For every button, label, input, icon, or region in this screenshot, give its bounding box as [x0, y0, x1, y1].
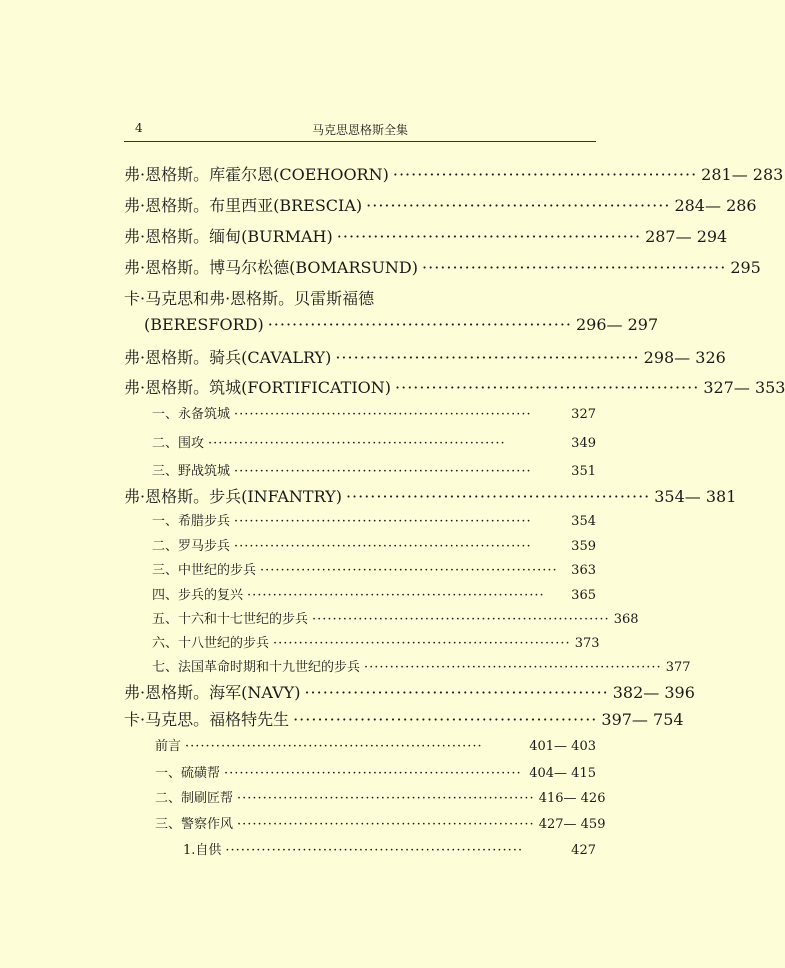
toc-entry-pages: 351: [571, 464, 596, 479]
toc-entry-pages: 281— 283: [701, 165, 784, 184]
toc-entry-title: 七、法国革命时期和十九世纪的步兵: [152, 660, 361, 675]
toc-entry-pages: 363: [571, 563, 596, 578]
toc-entry-title: 二、围攻: [152, 436, 205, 451]
toc-subentry: [152, 608, 639, 627]
toc-entry-pages: 365: [571, 588, 596, 603]
toc-entry-title: 一、硫磺帮: [155, 766, 221, 781]
leader-dots: ··················································: [304, 683, 609, 702]
toc-subentry: [152, 432, 596, 451]
toc-entry-title: (BERESFORD): [144, 315, 264, 334]
toc-entry-title: 弗·恩格斯。布里西亚(BRESCIA): [124, 196, 363, 215]
leader-dots: ··························································: [224, 766, 522, 781]
toc-entry-title: 弗·恩格斯。海军(NAVY): [124, 683, 301, 702]
toc-entry-title: 弗·恩格斯。骑兵(CAVALRY): [124, 348, 332, 367]
toc-entry-title: 弗·恩格斯。缅甸(BURMAH): [124, 227, 333, 246]
leader-dots: ··················································: [395, 378, 700, 397]
leader-dots: ··························································: [260, 563, 558, 578]
leader-dots: ··························································: [225, 843, 524, 858]
page-header: [124, 121, 596, 142]
toc-entry-title: 弗·恩格斯。步兵(INFANTRY): [124, 487, 342, 506]
leader-dots: ··················································: [366, 196, 671, 215]
toc-entry-pages: 296— 297: [576, 315, 659, 334]
toc-entry: [124, 707, 684, 730]
running-title: 马克思恩格斯全集: [311, 123, 408, 137]
toc-entry-title: 弗·恩格斯。博马尔松德(BOMARSUND): [124, 258, 419, 277]
toc-entry-pages: 327: [571, 407, 596, 422]
leader-dots: ··························································: [234, 464, 532, 479]
toc-entry-pages: 287— 294: [645, 227, 728, 246]
toc-entry: [124, 224, 728, 247]
toc-entry-pages: 359: [571, 539, 596, 554]
toc-subentry: [152, 535, 596, 554]
toc-subentry: [152, 510, 596, 529]
toc-subentry: [152, 403, 596, 422]
toc-entry-pages: 327— 353: [703, 378, 785, 397]
leader-dots: ··················································: [392, 165, 698, 184]
toc-entry-title: 弗·恩格斯。筑城(FORTIFICATION): [124, 378, 392, 397]
toc-entry-title: 三、野战筑城: [152, 464, 231, 479]
toc-subentry: [155, 787, 606, 806]
toc-subsubentry: [183, 839, 596, 858]
leader-dots: ··················································: [293, 710, 598, 729]
toc-entry-pages: 295: [730, 258, 761, 277]
toc-entry-pages: 298— 326: [643, 348, 726, 367]
leader-dots: ··························································: [247, 588, 545, 603]
toc-entry-title: 五、十六和十七世纪的步兵: [152, 612, 309, 627]
toc-entry-pages: 427: [571, 843, 596, 858]
toc-entry: [124, 375, 785, 398]
toc-entry-pages: 349: [571, 436, 596, 451]
toc-entry-title: 一、永备筑城: [152, 407, 231, 422]
leader-dots: ··················································: [422, 258, 727, 277]
toc-entry-pages: 284— 286: [674, 196, 757, 215]
toc-entry-pages: 373: [574, 636, 600, 651]
toc-entry: [124, 193, 757, 216]
toc-entry-title: 六、十八世纪的步兵: [152, 636, 270, 651]
leader-dots: ··················································: [267, 315, 572, 334]
toc-entry: [144, 315, 659, 334]
toc-entry: [124, 680, 695, 703]
toc-entry: [124, 162, 784, 185]
toc-entry-title: 1.自供: [183, 843, 222, 858]
leader-dots: ··························································: [208, 436, 506, 451]
toc-entry-title: 三、中世纪的步兵: [152, 563, 257, 578]
toc-subentry: [152, 460, 596, 479]
toc-subentry: [155, 813, 606, 832]
toc-entry-pages: 354— 381: [654, 487, 737, 506]
toc-entry: [124, 286, 596, 309]
toc-entry-title: 卡·马克思。福格特先生: [124, 710, 290, 729]
toc-entry-pages: 382— 396: [612, 683, 695, 702]
toc-entry-title: 二、罗马步兵: [152, 539, 231, 554]
leader-dots: ··················································: [336, 227, 642, 246]
toc-subentry: [152, 559, 596, 578]
toc-entry: [124, 255, 761, 278]
leader-dots: ··························································: [185, 739, 483, 754]
toc-entry-pages: 427— 459: [538, 817, 606, 832]
leader-dots: ··························································: [237, 791, 535, 806]
toc-entry-pages: 397— 754: [601, 710, 684, 729]
toc-entry-title: 前言: [155, 739, 182, 754]
toc-entry-title: 二、制刷匠帮: [155, 791, 234, 806]
toc-subentry: [152, 632, 600, 651]
leader-dots: ··························································: [234, 539, 532, 554]
toc-entry-title: 弗·恩格斯。库霍尔恩(COEHOORN): [124, 165, 389, 184]
toc-entry: [124, 345, 726, 368]
page-number: 4: [135, 121, 143, 135]
leader-dots: ··························································: [273, 636, 571, 651]
leader-dots: ··························································: [234, 407, 532, 422]
leader-dots: ··························································: [234, 514, 532, 529]
toc-subentry: [155, 762, 596, 781]
toc-entry-pages: 416— 426: [538, 791, 606, 806]
leader-dots: ··························································: [364, 660, 662, 675]
toc-entry-pages: 377: [665, 660, 691, 675]
toc-entry-title: 四、步兵的复兴: [152, 588, 244, 603]
toc-entry-pages: 401— 403: [529, 739, 596, 754]
toc-subentry: [155, 735, 596, 754]
toc-subentry: [152, 584, 596, 603]
toc-entry-title: 一、希腊步兵: [152, 514, 231, 529]
toc-entry-title: 卡·马克思和弗·恩格斯。贝雷斯福德: [124, 289, 375, 308]
leader-dots: ··················································: [345, 487, 651, 506]
leader-dots: ··························································: [237, 817, 535, 832]
toc-entry-pages: 404— 415: [529, 766, 596, 781]
leader-dots: ··························································: [312, 612, 610, 627]
toc-subentry: [152, 656, 691, 675]
leader-dots: ··················································: [335, 348, 640, 367]
toc-entry-pages: 354: [571, 514, 596, 529]
toc-entry-pages: 368: [613, 612, 639, 627]
toc-entry: [124, 484, 737, 507]
toc-entry-title: 三、警察作风: [155, 817, 234, 832]
